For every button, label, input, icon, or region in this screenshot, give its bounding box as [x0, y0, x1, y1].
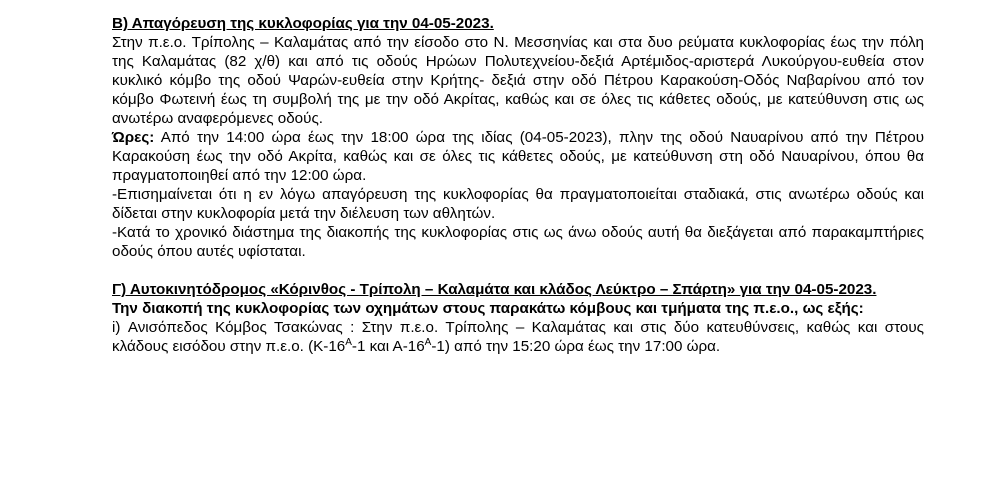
section-c-heading: Γ) Αυτοκινητόδρομος «Κόρινθος - Τρίπολη – Καλαμάτα και κλάδος Λεύκτρο – Σπάρτη» για την 04-05-2023. — [112, 281, 877, 298]
section-b-note-2: -Κατά το χρονικό διάστημα της διακοπής της κυκλοφορίας στις ως άνω οδούς αυτή θα διεξάγεται από παρακαμπτήριες οδούς όπου αυτές υφίσταται. — [112, 224, 924, 260]
section-spacer — [112, 261, 924, 280]
section-b-paragraph: Στην π.ε.ο. Τρίπολης – Καλαμάτας από την είσοδο στο Ν. Μεσσηνίας και στα δυο ρεύματα κυκλοφορίας έως την πόλη της Καλαμάτας (82 χ/θ) και από τις οδούς Ηρώων Πολυτεχνείου-δεξιά Αρτέμιδος-αριστερά Λυκούργου-ευθεία στον κυκλικό κόμβο της οδού Ψαρών-ευθεία στην Κρήτης- δεξιά στην οδό Πέτρου Καρακούση-Οδός Ναβαρίνου από τον κόμβο Φωτεινή έως τη συμβολή της με την οδό Ακρίτας, καθώς και σε όλες τις κάθετες οδούς, με κατεύθυνση στις ως ανωτέρω αναφερόμενες οδούς. — [112, 34, 924, 127]
section-c-subheading: Την διακοπή της κυκλοφορίας των οχημάτων στους παρακάτω κόμβους και τμήματα της π.ε.ο., ως εξής: — [112, 300, 864, 317]
item-1-text-b: -1 και Α-16 — [351, 338, 425, 355]
item-1-text-a: i) Ανισόπεδος Κόμβος Τσακώνας : Στην π.ε.ο. Τρίπολης – Καλαμάτας και στις δύο κατευθύνσεις, καθώς και στους κλάδους εισόδου στην π.ε.ο. (Κ-16 — [112, 319, 924, 355]
hours-label: Ώρες: — [112, 129, 155, 146]
item-1-sup-2: Α — [424, 336, 432, 348]
section-c-item-1 — [112, 318, 924, 356]
hours-text: Από την 14:00 ώρα έως την 18:00 ώρα της ιδίας (04-05-2023), πλην της οδού Ναυαρίνου από την Πέτρου Καρακούση έως την οδό Ακρίτα, καθώς και σε όλες τις κάθετες οδούς, με κατεύθυνση στη οδό Ναυαρίνου, όπου θα πραγματοποιηθεί από την 12:00 ώρα. — [112, 129, 924, 184]
section-b-note-1: -Επισημαίνεται ότι η εν λόγω απαγόρευση της κυκλοφορίας θα πραγματοποιείται σταδιακά, στις ανωτέρω οδούς και δίδεται στην κυκλοφορία μετά την διέλευση των αθλητών. — [112, 186, 924, 222]
document-page — [112, 14, 924, 356]
section-b-heading: Β) Απαγόρευση της κυκλοφορίας για την 04-05-2023. — [112, 15, 494, 32]
item-1-text-c: -1) από την 15:20 ώρα έως την 17:00 ώρα. — [431, 338, 721, 355]
section-b-hours — [112, 128, 924, 185]
item-1-sup-1: Α — [345, 336, 352, 348]
